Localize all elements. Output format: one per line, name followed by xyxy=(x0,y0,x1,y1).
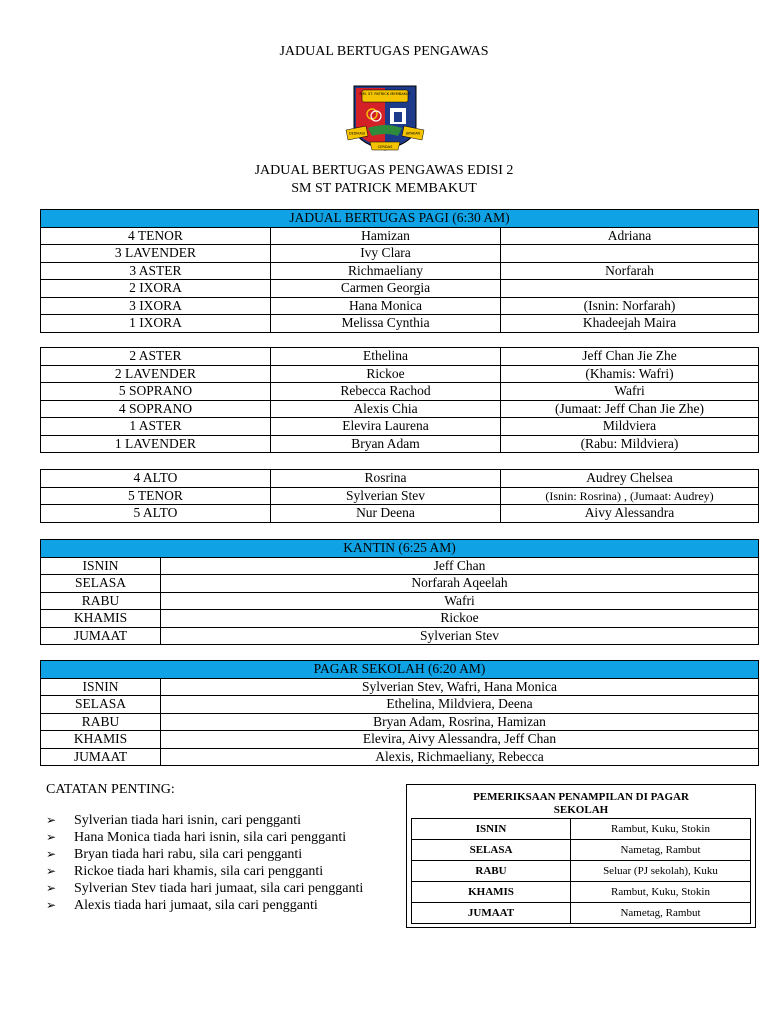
table-cell: Sylverian Stev xyxy=(161,627,759,645)
table-row xyxy=(41,435,759,453)
list-item: ➢ Rickoe tiada hari khamis, sila cari pengganti xyxy=(46,864,324,879)
table-cell: Alexis, Richmaeliany, Rebecca xyxy=(161,748,759,766)
table-row xyxy=(41,280,759,298)
table-cell: JUMAAT xyxy=(41,748,161,766)
list-item: ➢ Bryan tiada hari rabu, sila cari pengganti xyxy=(46,847,303,862)
table-cell: KHAMIS xyxy=(412,882,571,903)
table-cell: Hamizan xyxy=(271,227,501,245)
kantin-title: KANTIN (6:25 AM) xyxy=(41,540,759,558)
table-cell: (Rabu: Mildviera) xyxy=(501,435,759,453)
arrow-bullet-icon: ➢ xyxy=(46,830,57,844)
table-cell: 5 TENOR xyxy=(41,487,271,505)
table-row xyxy=(41,505,759,523)
table-cell: 3 ASTER xyxy=(41,262,271,280)
table-cell: Bryan Adam xyxy=(271,435,501,453)
inspection-title: PEMERIKSAAN PENAMPILAN DI PAGAR SEKOLAH xyxy=(473,791,689,816)
table-cell: 3 LAVENDER xyxy=(41,245,271,263)
logo-bottom-motto: CERDAS xyxy=(377,144,393,149)
arrow-bullet-icon: ➢ xyxy=(46,864,57,878)
table-row xyxy=(41,262,759,280)
table-cell: 5 ALTO xyxy=(41,505,271,523)
logo-left-motto: DEDIKASI xyxy=(349,131,365,136)
appearance-inspection-box xyxy=(406,784,756,928)
table-cell: Melissa Cynthia xyxy=(271,315,501,333)
table-cell: SELASA xyxy=(41,696,161,714)
table-cell: 1 ASTER xyxy=(41,418,271,436)
table-cell: Nametag, Rambut xyxy=(571,903,751,924)
table-cell: Rosrina xyxy=(271,470,501,488)
table-cell: Norfarah Aqeelah xyxy=(161,575,759,593)
pagar-sekolah-table xyxy=(40,660,759,766)
table-row xyxy=(41,245,759,263)
table-row xyxy=(41,470,759,488)
table-row xyxy=(41,400,759,418)
table-cell xyxy=(501,280,759,298)
table-cell: RABU xyxy=(412,861,571,882)
table-cell: Sylverian Stev, Wafri, Hana Monica xyxy=(161,678,759,696)
pagi-title: JADUAL BERTUGAS PAGI (6:30 AM) xyxy=(41,210,759,228)
table-cell: Rambut, Kuku, Stokin xyxy=(571,819,751,840)
table-row xyxy=(41,348,759,366)
table-cell: 4 TENOR xyxy=(41,227,271,245)
table-cell: (Jumaat: Jeff Chan Jie Zhe) xyxy=(501,400,759,418)
important-notes xyxy=(46,782,363,914)
table-cell: 1 IXORA xyxy=(41,315,271,333)
table-cell: 4 ALTO xyxy=(41,470,271,488)
table-cell: Richmaeliany xyxy=(271,262,501,280)
pagar-title: PAGAR SEKOLAH (6:20 AM) xyxy=(41,661,759,679)
table-cell: Rickoe xyxy=(271,365,501,383)
table-row xyxy=(41,627,759,645)
table-row xyxy=(41,557,759,575)
table-cell: Rebecca Rachod xyxy=(271,383,501,401)
table-cell: Nur Deena xyxy=(271,505,501,523)
table-cell: Alexis Chia xyxy=(271,400,501,418)
table-row xyxy=(412,840,751,861)
table-row xyxy=(41,748,759,766)
table-cell: Ethelina xyxy=(271,348,501,366)
pagi-table-group-1 xyxy=(40,209,759,333)
table-row xyxy=(412,861,751,882)
table-cell: KHAMIS xyxy=(41,731,161,749)
table-cell: ISNIN xyxy=(41,557,161,575)
table-row xyxy=(41,297,759,315)
subtitle-edition: JADUAL BERTUGAS PENGAWAS EDISI 2 xyxy=(254,163,514,178)
logo-right-motto: JAYAKAN xyxy=(405,131,421,136)
top-title: JADUAL BERTUGAS PENGAWAS xyxy=(279,44,489,59)
table-row xyxy=(41,696,759,714)
table-cell: Rickoe xyxy=(161,610,759,628)
table-cell: 1 LAVENDER xyxy=(41,435,271,453)
table-cell: Elevira, Aivy Alessandra, Jeff Chan xyxy=(161,731,759,749)
table-cell: SELASA xyxy=(41,575,161,593)
table-cell xyxy=(501,245,759,263)
list-item: ➢ Sylverian tiada hari isnin, cari pengganti xyxy=(46,813,302,828)
table-cell: Khadeejah Maira xyxy=(501,315,759,333)
table-cell: Mildviera xyxy=(501,418,759,436)
table-row xyxy=(41,418,759,436)
table-row xyxy=(412,819,751,840)
school-crest-logo xyxy=(344,78,426,154)
table-cell: JUMAAT xyxy=(41,627,161,645)
list-item: ➢ Alexis tiada hari jumaat, sila cari pengganti xyxy=(46,898,318,913)
table-cell: Nametag, Rambut xyxy=(571,840,751,861)
table-cell: Seluar (PJ sekolah), Kuku xyxy=(571,861,751,882)
table-row xyxy=(41,678,759,696)
table-cell: Wafri xyxy=(161,592,759,610)
table-row xyxy=(41,592,759,610)
table-cell: 3 IXORA xyxy=(41,297,271,315)
table-cell: Elevira Laurena xyxy=(271,418,501,436)
table-cell: Carmen Georgia xyxy=(271,280,501,298)
table-row xyxy=(41,383,759,401)
table-cell: Jeff Chan Jie Zhe xyxy=(501,348,759,366)
table-cell: Aivy Alessandra xyxy=(501,505,759,523)
table-cell: RABU xyxy=(41,713,161,731)
arrow-bullet-icon: ➢ xyxy=(46,813,57,827)
list-item: ➢ Hana Monica tiada hari isnin, sila cari pengganti xyxy=(46,830,347,845)
table-cell: Norfarah xyxy=(501,262,759,280)
arrow-bullet-icon: ➢ xyxy=(46,847,57,861)
table-row xyxy=(41,227,759,245)
table-row xyxy=(41,731,759,749)
table-cell: Wafri xyxy=(501,383,759,401)
table-cell: (Isnin: Norfarah) xyxy=(501,297,759,315)
list-item: ➢ Sylverian Stev tiada hari jumaat, sila cari pengganti xyxy=(46,881,364,896)
table-cell: Bryan Adam, Rosrina, Hamizan xyxy=(161,713,759,731)
kantin-table xyxy=(40,539,759,645)
table-cell: Ethelina, Mildviera, Deena xyxy=(161,696,759,714)
table-cell: KHAMIS xyxy=(41,610,161,628)
arrow-bullet-icon: ➢ xyxy=(46,881,57,895)
table-cell: 2 IXORA xyxy=(41,280,271,298)
table-row xyxy=(412,903,751,924)
notes-label: CATATAN PENTING: xyxy=(46,782,175,797)
inspection-table xyxy=(411,818,751,924)
table-cell: Adriana xyxy=(501,227,759,245)
table-cell: Jeff Chan xyxy=(161,557,759,575)
table-cell: 2 ASTER xyxy=(41,348,271,366)
table-cell: (Khamis: Wafri) xyxy=(501,365,759,383)
table-cell: ISNIN xyxy=(412,819,571,840)
table-row xyxy=(41,610,759,628)
table-cell: RABU xyxy=(41,592,161,610)
table-cell: Ivy Clara xyxy=(271,245,501,263)
table-row xyxy=(41,487,759,505)
pagi-table-group-2 xyxy=(40,347,759,453)
table-cell: Rambut, Kuku, Stokin xyxy=(571,882,751,903)
table-row xyxy=(41,315,759,333)
pagi-table-group-3 xyxy=(40,469,759,523)
table-row xyxy=(41,713,759,731)
table-cell: 4 SOPRANO xyxy=(41,400,271,418)
logo-banner-text: S.M. ST. PATRICK MEMBAKUT xyxy=(359,92,411,96)
table-cell: JUMAAT xyxy=(412,903,571,924)
table-cell: 5 SOPRANO xyxy=(41,383,271,401)
arrow-bullet-icon: ➢ xyxy=(46,898,57,912)
table-cell: Hana Monica xyxy=(271,297,501,315)
table-cell: Audrey Chelsea xyxy=(501,470,759,488)
table-cell: Sylverian Stev xyxy=(271,487,501,505)
table-row xyxy=(41,575,759,593)
table-row xyxy=(41,365,759,383)
subtitle-school: SM ST PATRICK MEMBAKUT xyxy=(291,181,477,196)
table-cell: SELASA xyxy=(412,840,571,861)
table-row xyxy=(412,882,751,903)
table-cell: ISNIN xyxy=(41,678,161,696)
table-cell: 2 LAVENDER xyxy=(41,365,271,383)
table-cell: (Isnin: Rosrina) , (Jumaat: Audrey) xyxy=(501,487,759,505)
